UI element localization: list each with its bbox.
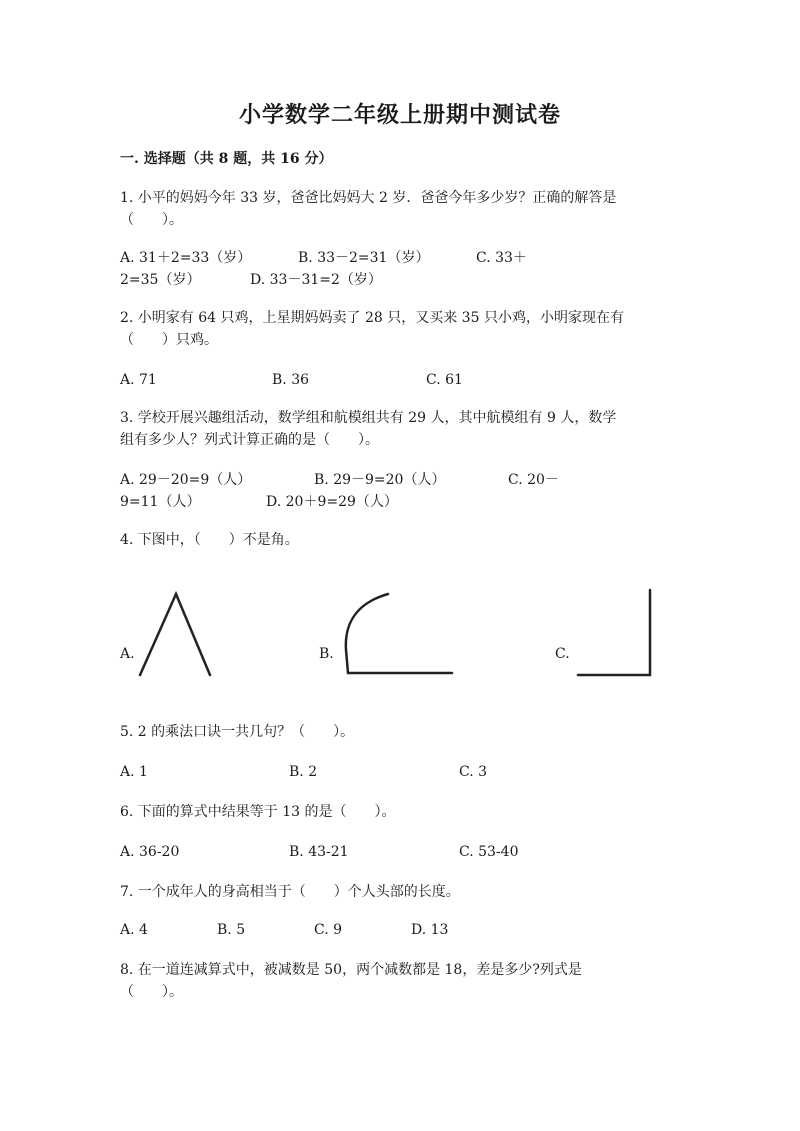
question-1-option-c: C. 33＋ xyxy=(476,250,527,266)
question-5-text: 5. 2 的乘法口诀一共几句？（ ）。 xyxy=(120,724,355,740)
question-2-option-c: C. 61 xyxy=(426,372,463,388)
angle-figures xyxy=(0,580,800,690)
question-3-text: 3. 学校开展兴趣组活动，数学组和航模组共有 29 人，其中航模组有 9 人，数学 xyxy=(120,410,617,426)
question-1-option-a: A. 31＋2=33（岁） xyxy=(120,250,252,266)
question-5-option-b: B. 2 xyxy=(289,764,318,780)
question-6-option-a: A. 36-20 xyxy=(120,844,180,860)
figure-a-label: A. xyxy=(120,646,135,662)
question-7-option-d: D. 13 xyxy=(411,922,449,938)
figure-b-label: B. xyxy=(319,646,334,662)
question-2-blank: （ ）只鸡。 xyxy=(120,332,218,348)
question-4-text: 4. 下图中，（ ）不是角。 xyxy=(120,532,299,548)
question-7-option-a: A. 4 xyxy=(120,922,148,938)
question-5-option-a: A. 1 xyxy=(120,764,148,780)
question-1-option-b: B. 33－2=31（岁） xyxy=(298,250,430,266)
question-7-text: 7. 一个成年人的身高相当于（ ）个人头部的长度。 xyxy=(120,884,460,900)
question-7-option-b: B. 5 xyxy=(217,922,246,938)
question-6-option-c: C. 53-40 xyxy=(459,844,519,860)
page-title: 小学数学二年级上册期中测试卷 xyxy=(238,102,561,128)
question-3-text-cont: 组有多少人？列式计算正确的是（ ）。 xyxy=(120,432,379,448)
figure-c-label: C. xyxy=(555,646,570,662)
question-8-blank: （ ）。 xyxy=(120,984,183,1000)
figure-a-angle xyxy=(140,594,210,675)
question-1-option-c-cont: 2=35（岁） xyxy=(120,272,201,288)
question-3-option-a: A. 29－20=9（人） xyxy=(120,472,252,488)
figure-c-angle xyxy=(578,590,650,675)
section-heading: 一. 选择题（共 8 题，共 16 分） xyxy=(120,151,333,167)
question-2-option-b: B. 36 xyxy=(272,372,310,388)
question-1-option-d: D. 33－31=2（岁） xyxy=(250,272,382,288)
question-5-option-c: C. 3 xyxy=(459,764,488,780)
question-2-option-a: A. 71 xyxy=(120,372,157,388)
question-3-option-c: C. 20－ xyxy=(508,472,559,488)
question-3-option-c-cont: 9=11（人） xyxy=(120,494,201,510)
question-2-text: 2. 小明家有 64 只鸡，上星期妈妈卖了 28 只，又买来 35 只小鸡，小明家现在有 xyxy=(120,310,624,326)
question-1-blank: （ ）。 xyxy=(120,212,183,228)
question-1-text: 1. 小平的妈妈今年 33 岁，爸爸比妈妈大 2 岁．爸爸今年多少岁？正确的解答是 xyxy=(120,190,617,206)
question-8-text: 8. 在一道连减算式中，被减数是 50，两个减数都是 18，差是多少?列式是 xyxy=(120,962,582,978)
question-3-option-b: B. 29－9=20（人） xyxy=(314,472,446,488)
question-6-text: 6. 下面的算式中结果等于 13 的是（ ）。 xyxy=(120,804,396,820)
question-3-option-d: D. 20＋9=29（人） xyxy=(266,494,398,510)
question-7-option-c: C. 9 xyxy=(314,922,343,938)
question-6-option-b: B. 43-21 xyxy=(289,844,349,860)
figure-b-arc-shape xyxy=(346,594,452,673)
